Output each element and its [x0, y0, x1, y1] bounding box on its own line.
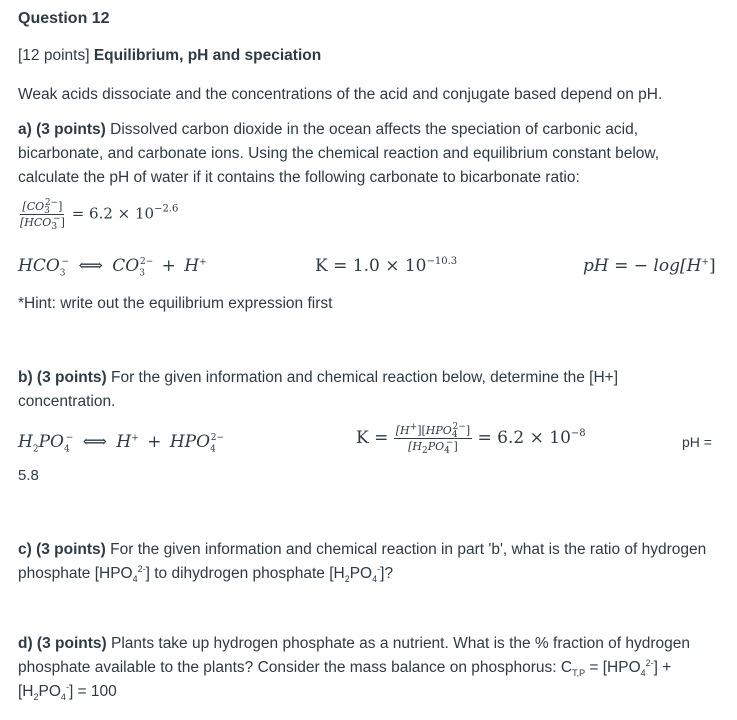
carbonate-ratio-equation: [18, 198, 179, 233]
part-a-text: Dissolved carbon dioxide in the ocean affects the speciation of carbonic acid, bicarbonate, and carbonate ions. Using the chemical reaction and equilibrium constant below, calculate the pH of water if it contains the following carbonate to bicarbonate ratio:: [18, 121, 660, 186]
part-d-prompt: d) (3 points) Plants take up hydrogen phosphate as a nutrient. What is the % fraction of hydrogen phosphate available to the plants? Consider the mass balance on phosphorus: $C_{T,P} = [HPO_4^{2-}]$ + $[H_2PO_4^-] = 100$: [18, 635, 691, 703]
intro-text: Weak acids dissociate and the concentrations of the acid and conjugate based depend on pH.: [18, 86, 663, 103]
part-d-text-4: [H: [18, 683, 34, 700]
part-d-text-3: ] +: [653, 659, 672, 676]
part-c-label: c) (3 points): [18, 541, 106, 558]
carbonate-reaction: $HCO_3^-$ ⟺ $CO_3^{2-} + H^+$: [18, 256, 207, 279]
part-b-label: b) (3 points): [18, 369, 107, 386]
part-c-text-2: ] to dihydrogen phosphate [H: [145, 565, 345, 582]
part-d-text-1: Plants take up hydrogen phosphate as a nutrient. What is the % fraction of hydrogen phosphate available to the plants? Consider the mass balance on phosphorus: C: [18, 635, 691, 676]
ph-definition-text: pH = − log[H: [583, 256, 702, 276]
part-d-label: d) (3 points): [18, 635, 107, 652]
question-title: Question 12: [18, 10, 110, 27]
carbonate-k-exponent: −10.3: [426, 256, 458, 267]
part-d-text-6: ] = 100: [68, 683, 117, 700]
question-header: [18, 47, 321, 65]
points-tag: [12 points]: [18, 47, 90, 64]
ratio-value: = 6.2 × 10: [71, 204, 155, 223]
question-topic: Equilibrium, pH and speciation: [93, 47, 322, 64]
carbonate-k-value: K = 1.0 × 10: [315, 256, 427, 276]
part-c-text-1: For the given information and chemical reaction in part 'b', what is the ratio of hydrogen phosphate [HPO: [18, 541, 707, 582]
phosphate-k-exponent: −8: [570, 428, 586, 439]
ph-answer-value: 5.8: [18, 467, 39, 484]
part-a-hint: *Hint: write out the equilibrium expression first: [18, 295, 333, 312]
part-b-prompt: [18, 366, 678, 414]
part-d-text-5: PO: [38, 683, 61, 700]
phosphate-reaction: $H_2PO_4^-$ ⟺ $H^+ + HPO_4^{2-}$: [18, 432, 225, 455]
phosphate-k-equation: [356, 422, 586, 457]
part-c-text-3: PO: [349, 565, 373, 582]
phosphate-k-value: = 6.2 × 10: [477, 428, 571, 448]
phosphate-k-prefix: K =: [356, 428, 389, 448]
part-a-prompt: [18, 118, 718, 190]
part-d-sub-tp: T,P: [572, 668, 586, 679]
ph-definition: pH = − log[H+]: [583, 256, 716, 276]
ph-answer-label: pH =: [682, 434, 712, 450]
carbonate-k-equation: [315, 256, 457, 276]
part-b-text: For the given information and chemical reaction below, determine the [H+] concentration.: [18, 369, 619, 410]
part-d-text-2: = [HPO: [585, 659, 641, 676]
part-c-text-4: ]?: [380, 565, 394, 582]
part-c-prompt: c) (3 points) For the given information and chemical reaction in part 'b', what is the ratio of hydrogen phosphate $[HPO_4^{2-}]$ to dihydrogen phosphate $[H_2PO_4^-]$?: [18, 541, 707, 585]
ratio-exponent: −2.6: [154, 203, 179, 215]
part-a-label: a) (3 points): [18, 121, 106, 138]
carbonate-ratio-fraction: $\frac{[CO_3^{2-}]}{[HCO_3^-]}$: [20, 198, 65, 233]
phosphate-k-fraction: $\frac{[H^+][HPO_4^{2-}]}{[H_2PO_4^-]}$: [395, 422, 471, 457]
